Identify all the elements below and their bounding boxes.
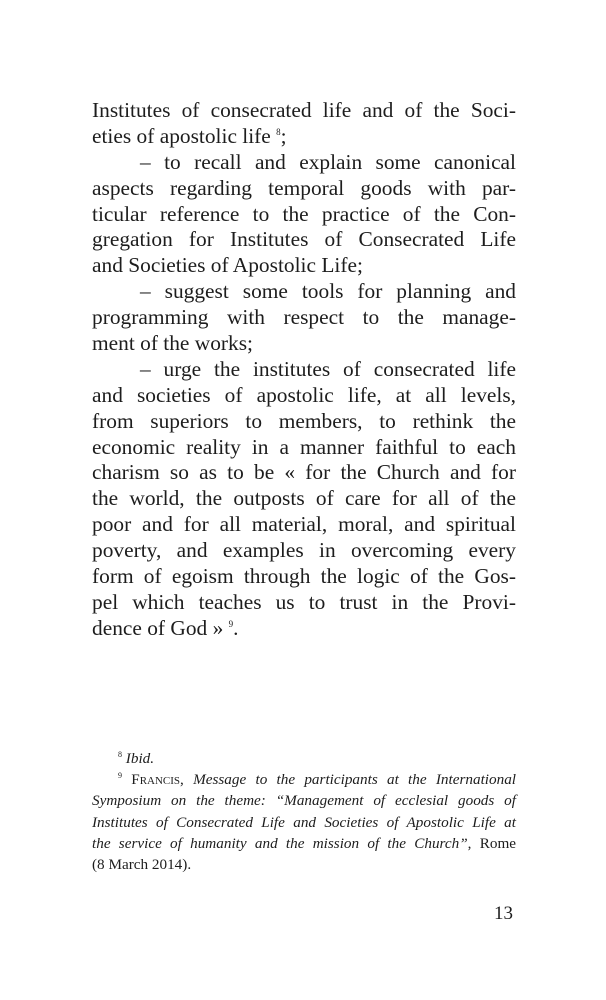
text-line: and Societies of Apostolic Life; (92, 253, 363, 278)
text-line: ment of the works; (92, 331, 253, 356)
text-line: and societies of apostolic life, at all levels, (92, 382, 516, 407)
footnote-ref-8[interactable]: 8 (276, 126, 281, 137)
text-line: poor and for all material, moral, and spiritual (92, 512, 516, 537)
footnote-number: 8 (118, 750, 122, 759)
text-line: form of egoism through the logic of the Gos- (92, 564, 516, 589)
text-line: Institutes of consecrated life and of the Soci- (92, 98, 516, 122)
text-line: from superiors to members, to rethink the (92, 408, 516, 433)
text-line: the world, the outposts of care for all of the (92, 486, 516, 511)
footnote-text: Ibid. (125, 750, 155, 767)
footnote-title: Message to the participants at the International (193, 771, 517, 789)
list-item-urge: – urge the institutes of consecrated life (140, 356, 516, 381)
footnote-text: , Rome (467, 834, 516, 852)
text-line: pel which teaches us to trust in the Provi- (92, 589, 516, 614)
text-span: eties of apostolic life (92, 123, 271, 148)
text-span: dence of God » (92, 615, 224, 640)
text-line: aspects regarding temporal goods with par- (92, 175, 516, 200)
footnote-line: (8 March 2014). (92, 855, 192, 873)
text-line: economic reality in a manner faithful to each (92, 434, 516, 459)
footnote-line (92, 790, 516, 811)
punctuation: ; (280, 123, 287, 148)
footnote-8 (92, 748, 516, 769)
footnote-9 (92, 769, 516, 790)
text-line (92, 616, 516, 642)
footnote-title: Institutes of Consecrated Life and Societies of Apostolic Life at (92, 813, 516, 831)
text-line: charism so as to be « for the Church and for (92, 460, 516, 485)
text-line: programming with respect to the manage- (92, 305, 516, 330)
main-text (92, 98, 516, 642)
punctuation: . (233, 615, 239, 640)
footnotes (92, 748, 516, 875)
list-item-suggest: – suggest some tools for planning and (140, 279, 516, 304)
footnote-title: Symposium on the theme: “Management of ecclesial goods of (92, 792, 516, 810)
text-line: gregation for Institutes of Consecrated Life (92, 227, 516, 252)
footnote-line (92, 833, 516, 854)
footnote-title: the service of humanity and the mission of the Church” (92, 834, 468, 852)
footnote-ref-9[interactable]: 9 (228, 618, 234, 629)
text-line: poverty, and examples in overcoming every (92, 538, 516, 563)
page-number: 13 (494, 903, 513, 924)
footnote-number: 9 (118, 771, 122, 781)
footnote-author: Francis, (131, 771, 184, 789)
footnote-line (92, 812, 516, 833)
page-body (92, 98, 516, 642)
text-line: ticular reference to the practice of the Con- (92, 201, 516, 226)
text-line (92, 124, 516, 150)
list-item-recall: – to recall and explain some canonical (140, 149, 516, 174)
